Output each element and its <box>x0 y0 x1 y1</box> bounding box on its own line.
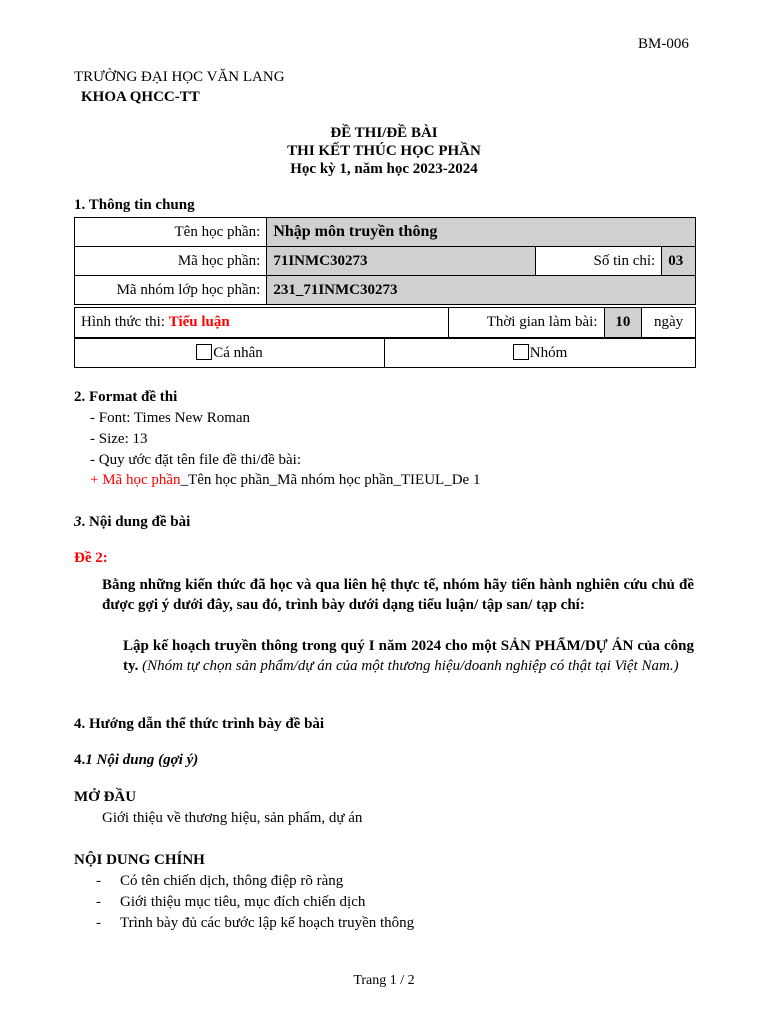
individual-label: Cá nhân <box>213 345 263 361</box>
credits-value: 03 <box>662 247 696 276</box>
group-label: Nhóm <box>529 345 568 361</box>
individual-option[interactable] <box>75 339 385 368</box>
table-row <box>75 276 696 305</box>
course-name-value: Nhập môn truyền thông <box>267 218 696 247</box>
format-naming: - Quy ước đặt tên file đề thi/đề bài: <box>90 452 301 468</box>
list-bullet: - <box>96 873 101 889</box>
exam-form-table <box>74 307 696 338</box>
table-row <box>75 339 696 368</box>
course-code-value: 71INMC30273 <box>267 247 536 276</box>
section-1-heading: 1. Thông tin chung <box>74 197 195 213</box>
format-pattern <box>90 472 480 489</box>
section-41-number: 4. <box>74 752 86 768</box>
section-4-heading: 4. Hướng dẫn thể thức trình bày đề bài <box>74 716 325 732</box>
group-option[interactable] <box>385 339 696 368</box>
table-row <box>75 218 696 247</box>
pattern-prefix: + <box>90 472 103 488</box>
exam-form-cell <box>75 308 449 338</box>
list-item-text: Có tên chiến dịch, thông điệp rõ ràng <box>120 873 344 889</box>
section-3-number: 3 <box>74 514 82 530</box>
table-row <box>75 247 696 276</box>
faculty-name: KHOA QHCC-TT <box>81 89 200 105</box>
list-bullet: - <box>96 894 101 910</box>
section-3-text: . Nội dung đề bài <box>81 514 191 530</box>
table-row <box>75 308 696 338</box>
credits-label: Số tin chỉ: <box>536 247 662 276</box>
exam-topic <box>123 636 694 676</box>
list-item-text: Trình bày đủ các bước lập kế hoạch truyền thông <box>120 915 415 931</box>
individual-checkbox[interactable] <box>196 344 212 360</box>
list-item-text: Giới thiệu mục tiêu, mục đích chiến dịch <box>120 894 366 910</box>
list-item <box>96 915 414 932</box>
exam-label: Đề 2: <box>74 550 108 566</box>
pattern-course-code: Mã học phần <box>102 472 181 488</box>
doc-subtitle: THI KẾT THÚC HỌC PHẦN <box>287 143 481 159</box>
duration-unit: ngày <box>642 308 696 338</box>
form-code: BM-006 <box>638 36 689 52</box>
exam-topic-note: (Nhóm tự chọn sản phẩm/dự án của một thương hiệu/doanh nghiệp có thật tại Việt Nam.) <box>142 658 679 674</box>
section-41-text: 1 Nội dung (gợi ý) <box>85 752 199 768</box>
section-3-heading <box>74 514 190 531</box>
class-group-value: 231_71INMC30273 <box>267 276 696 305</box>
list-item <box>96 873 343 890</box>
university-name: TRƯỜNG ĐẠI HỌC VĂN LANG <box>74 69 285 85</box>
class-group-label: Mã nhóm lớp học phần: <box>75 276 267 305</box>
exam-form-label: Hình thức thi: <box>81 314 165 330</box>
group-checkbox[interactable] <box>513 344 529 360</box>
participation-table <box>74 338 696 368</box>
main-heading: NỘI DUNG CHÍNH <box>74 852 205 868</box>
duration-value: 10 <box>604 308 642 338</box>
exam-topic-main: Lập kế hoạch truyền thông trong quý I năm 2024 cho một SẢN PHẨM/DỰ ÁN của công ty. <box>123 638 694 674</box>
page-footer: Trang 1 / 2 <box>353 973 415 988</box>
section-41-heading <box>74 752 198 769</box>
list-bullet: - <box>96 915 101 931</box>
duration-label: Thời gian làm bài: <box>449 308 605 338</box>
course-name-label: Tên học phần: <box>75 218 267 247</box>
doc-title: ĐỀ THI/ĐỀ BÀI <box>330 125 438 141</box>
general-info-table <box>74 217 696 305</box>
pattern-rest: _Tên học phần_Mã nhóm học phần_TIEUL_De 1 <box>180 472 481 488</box>
intro-heading: MỞ ĐẦU <box>74 789 137 805</box>
format-size: - Size: 13 <box>90 431 148 447</box>
list-item <box>96 894 365 911</box>
section-2-heading: 2. Format đề thi <box>74 389 178 405</box>
format-font: - Font: Times New Roman <box>90 410 251 426</box>
exam-intro: Bằng những kiến thức đã học và qua liên hệ thực tế, nhóm hãy tiến hành nghiên cứu chủ đề được gợi ý dưới đây, sau đó, trình bày dưới dạng tiểu luận/ tập san/ tạp chí: <box>102 577 694 613</box>
doc-term: Học kỳ 1, năm học 2023-2024 <box>290 161 478 177</box>
intro-text: Giới thiệu về thương hiệu, sản phẩm, dự án <box>102 810 363 826</box>
exam-form-value: Tiểu luận <box>168 314 230 330</box>
course-code-label: Mã học phần: <box>75 247 267 276</box>
